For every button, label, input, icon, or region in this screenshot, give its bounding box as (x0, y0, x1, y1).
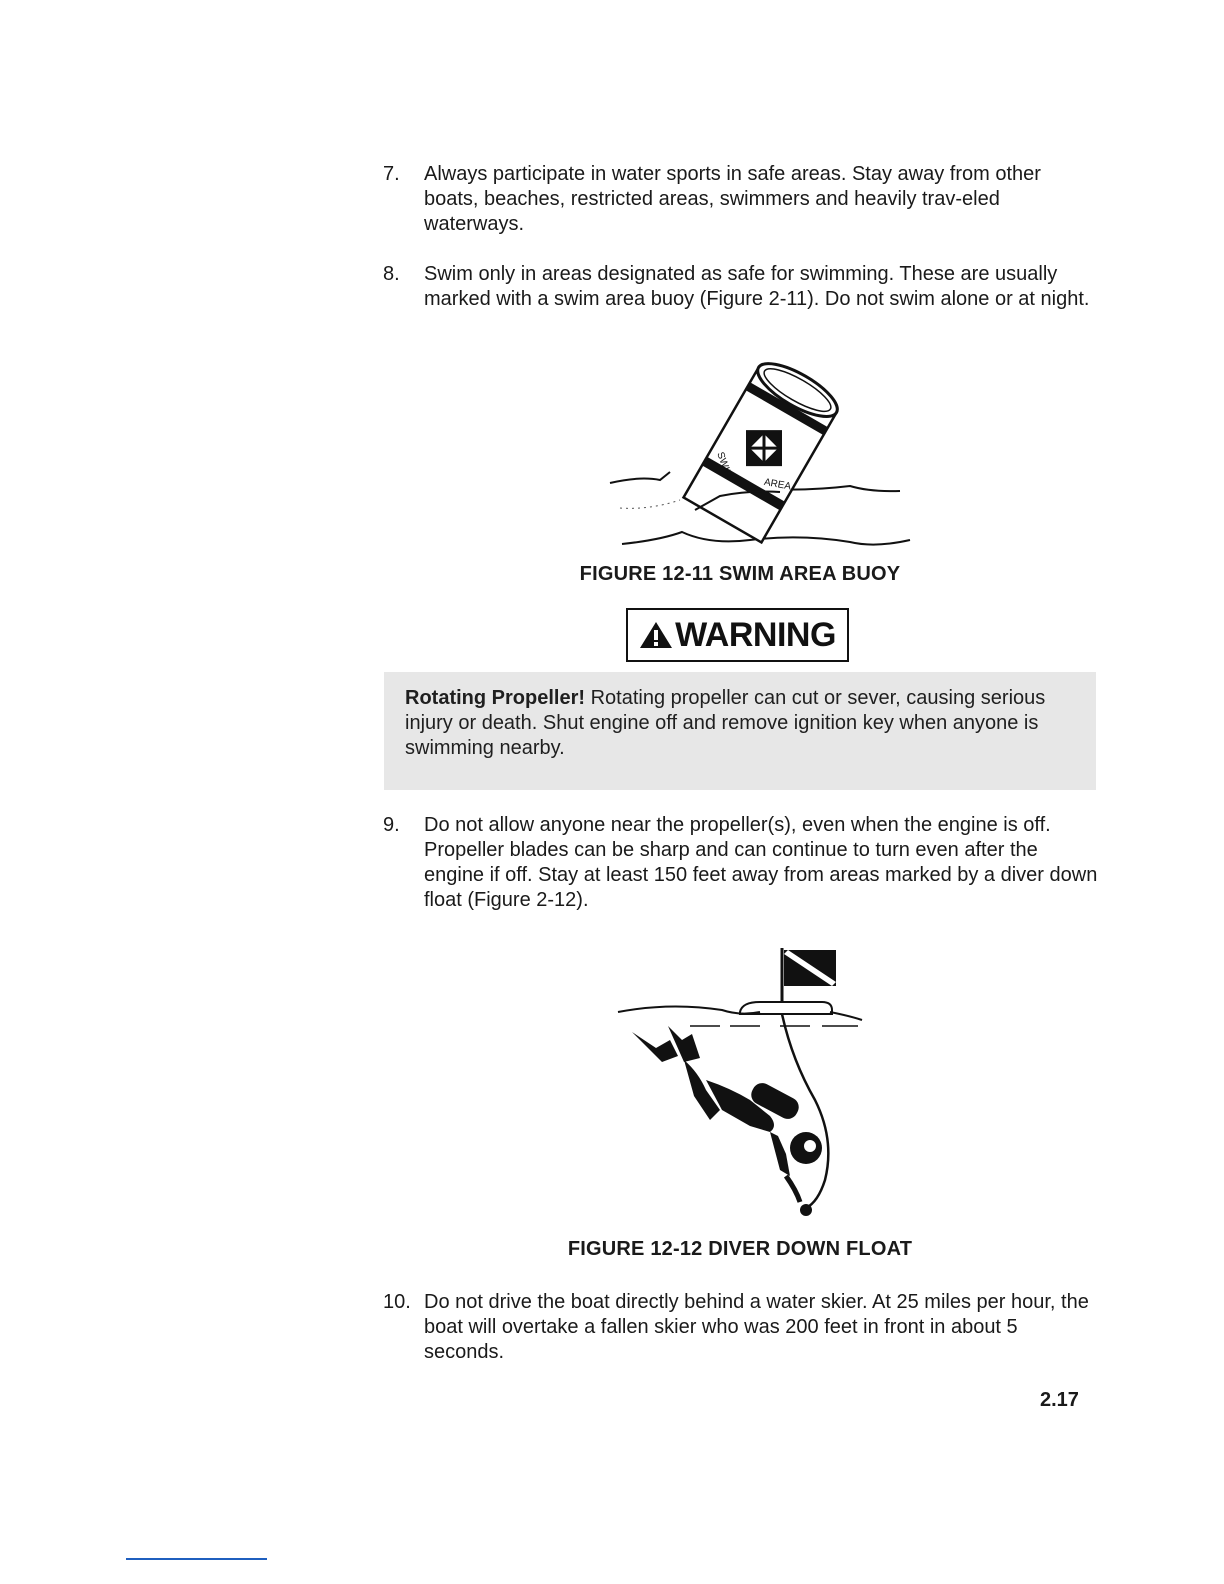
figure-caption-swim-area-buoy: FIGURE 12-11 SWIM AREA BUOY (579, 563, 901, 585)
item-text: Do not allow anyone near the propeller(s), even when the engine is off. Propeller blades can be sharp and can continue to turn even after the engine if off. Stay at least 150 feet away from areas marked by a diver down float (Figure 2-12). (424, 814, 1098, 911)
warning-heading: Rotating Propeller! (405, 687, 586, 709)
warning-triangle-icon (639, 621, 673, 649)
diver-down-float-illustration (610, 940, 880, 1230)
item-number: 9. (383, 814, 400, 836)
swim-area-buoy-illustration (600, 360, 920, 555)
item-number: 8. (383, 263, 400, 285)
item-text: Swim only in areas designated as safe for swimming. These are usually marked with a swim area buoy (Figure 2-11). Do not swim alone or at night. (424, 263, 1090, 310)
item-number: 7. (383, 163, 400, 185)
buoy-swim-text: SWIM (714, 450, 734, 480)
list-item-10 (383, 1290, 1098, 1365)
page-number: 2.17 (1040, 1389, 1079, 1411)
figure-caption-diver-down-float: FIGURE 12-12 DIVER DOWN FLOAT (567, 1238, 913, 1260)
item-text: Always participate in water sports in safe areas. Stay away from other boats, beaches, restricted areas, swimmers and heavily trav-eled waterways. (424, 163, 1041, 235)
list-item-9 (383, 813, 1098, 913)
item-text: Do not drive the boat directly behind a water skier. At 25 miles per hour, the boat will overtake a fallen skier who was 200 feet in front in about 5 seconds. (424, 1291, 1089, 1363)
list-item-8 (383, 262, 1098, 312)
warning-label (626, 608, 849, 662)
warning-label-text: WARNING (675, 615, 836, 654)
buoy-area-text: AREA (763, 476, 792, 493)
warning-body: Rotating propeller can cut or sever, causing serious injury or death. Shut engine off and remove ignition key when anyone is swimming nearby. (405, 687, 1046, 759)
list-item-7 (383, 162, 1098, 237)
item-number: 10. (383, 1291, 411, 1313)
footer-divider (126, 1558, 267, 1560)
warning-message-box (384, 672, 1096, 790)
